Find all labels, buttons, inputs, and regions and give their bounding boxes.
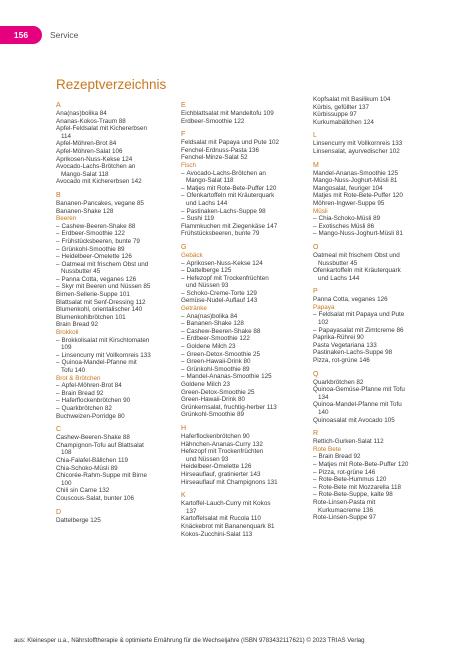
index-entry-continuation: 109 — [61, 344, 72, 352]
index-entry: Pizza, rot-grüne 146 — [313, 357, 370, 365]
index-entry: Chia-Falafel-Bällchen 119 — [56, 456, 128, 464]
index-category-heading: Rote Bete — [313, 445, 342, 453]
index-subentry: – Goldene Milch 23 — [181, 343, 236, 351]
index-entry-continuation: Nussbutter 45 — [318, 259, 358, 267]
index-subentry: – Panna Cotta, veganes 126 — [56, 275, 137, 283]
index-entry: Avocado-Lachs-Brötchen an — [56, 163, 136, 171]
index-entry: Apfel-Möhren-Salat 106 — [56, 147, 123, 155]
index-subentry: – Haferflockenbrötchen 90 — [56, 397, 131, 405]
index-letter-heading: C — [56, 426, 62, 434]
index-entry: Buchweizen-Porridge 80 — [56, 412, 125, 420]
index-entry: Bananen-Pancakes, vegane 85 — [56, 199, 144, 207]
index-entry: Möhren-Ingwer-Suppe 95 — [313, 199, 385, 207]
index-category-heading: Brot & Brötchen — [56, 374, 101, 382]
index-column-2 — [181, 96, 303, 538]
index-subentry: – Linsencurry mit Vollkornreis 133 — [56, 351, 151, 359]
index-entry: Gemüse-Nudel-Auflauf 143 — [181, 297, 258, 305]
index-letter-heading: F — [181, 131, 186, 139]
index-entry: Goldene Milch 23 — [181, 381, 231, 388]
index-letter-heading: Q — [313, 370, 319, 378]
page-number: 156 — [0, 26, 42, 44]
index-subentry: – Green-Hawaii-Drink 80 — [181, 358, 251, 366]
section-label: Service — [50, 30, 79, 40]
index-entry: Ananas-Kokos-Traum 88 — [56, 117, 126, 125]
index-entry: Kurkumabällchen 124 — [313, 118, 374, 126]
index-entry: Pasta Vegetariana 133 — [313, 341, 377, 349]
index-entry-continuation: und Lachs 144 — [318, 274, 360, 282]
index-subentry: – Cashew-Beeren-Shake 88 — [56, 222, 136, 230]
index-entry: Kopfsalat mit Basilikum 104 — [313, 96, 391, 103]
index-subentry: – Skyr mit Beeren und Nüssen 85 — [56, 283, 151, 291]
index-entry: Mango-Nuss-Joghurt-Müsli 81 — [313, 177, 398, 185]
index-subentry: – Ofenkartoffeln mit Kräuterquark — [181, 192, 275, 200]
index-entry: Fenchel-Erdnuss-Pasta 136 — [181, 146, 260, 154]
index-letter-heading: P — [313, 288, 318, 296]
index-subentry: – Grünkohl-Smoothie 89 — [56, 245, 125, 253]
index-entry: Flammkuchen mit Ziegenkäse 147 — [181, 222, 278, 230]
index-entry-continuation: 108 — [61, 449, 72, 457]
index-entry: Kartoffelsalat mit Rucola 110 — [181, 515, 261, 523]
index-entry: Quinoa-Mandel-Pfanne mit Tofu — [313, 401, 402, 409]
index-subentry: – Aprikosen-Nuss-Kekse 124 — [181, 259, 263, 267]
index-letter-heading: H — [181, 424, 187, 432]
index-subentry: – Erdbeer-Smoothie 122 — [56, 230, 125, 238]
index-entry: Ana(nas)bolika 84 — [56, 110, 107, 117]
index-category-heading: Gebäck — [181, 251, 203, 259]
index-subentry: – Rote-Bete-Hummus 120 — [313, 476, 387, 484]
index-entry: Erdbeer-Smoothie 122 — [181, 117, 245, 125]
index-subentry: – Oatmeal mit frischem Obst und — [56, 260, 149, 268]
index-entry-continuation: Mango-Salat 118 — [61, 170, 109, 178]
index-entry: Heidelbeer-Omelette 126 — [181, 463, 252, 471]
index-subentry: – Mango-Nuss-Joghurt-Müsli 81 — [313, 230, 403, 238]
index-entry: Haferflockenbrötchen 90 — [181, 432, 250, 440]
index-entry: Mandel-Ananas-Smoothie 125 — [313, 169, 399, 177]
index-subentry: – Dattelberge 125 — [181, 267, 232, 275]
index-entry: Quinoasalat mit Avocado 105 — [313, 416, 395, 424]
index-subentry: – Papayasalat mit Zimtcreme 86 — [313, 326, 404, 334]
index-entry: Green-Detox-Smoothie 25 — [181, 388, 255, 396]
index-category-heading: Papaya — [313, 303, 335, 311]
index-subentry: – Matjes mit Rote-Bete-Puffer 120 — [313, 460, 409, 468]
index-entry: Kürbissuppe 97 — [313, 111, 357, 119]
index-category-heading: Brokkoli — [56, 329, 79, 337]
index-entry-continuation: 100 — [61, 479, 72, 487]
index-subentry: – Frühstücksbeeren, bunte 79 — [56, 237, 140, 245]
index-entry: Panna Cotta, veganes 126 — [313, 296, 388, 304]
index-letter-heading: B — [56, 191, 61, 199]
index-subentry: – Chia-Schoko-Müsli 89 — [313, 215, 381, 223]
index-entry: Dattelberge 125 — [56, 516, 101, 524]
index-entry: Grünkernsalat, fruchtig-herber 113 — [181, 403, 277, 411]
index-column-1 — [56, 96, 178, 524]
index-subentry: – Green-Detox-Smoothie 25 — [181, 350, 261, 358]
index-subentry: – Pastinaken-Lachs-Suppe 98 — [181, 207, 266, 215]
index-subentry: – Brain Bread 92 — [313, 453, 361, 461]
index-entry: Fenchel-Minze-Salat 52 — [181, 154, 248, 162]
index-letter-heading: L — [313, 132, 317, 140]
index-entry: Quarkbrötchen 82 — [313, 378, 364, 386]
index-entry: Paprika-Rührei 90 — [313, 334, 364, 342]
index-category-heading: Getränke — [181, 305, 207, 313]
index-subentry: – Brokkolisalat mit Kirschtomaten — [56, 336, 150, 344]
index-entry: Frühstücksbeeren, bunte 79 — [181, 230, 260, 238]
index-subentry: – Rote-Bete-Suppe, kalte 98 — [313, 491, 393, 499]
index-subentry: – Erdbeer-Smoothie 122 — [181, 335, 250, 343]
index-entry: Linsensalat, ayurvedischer 102 — [313, 147, 400, 155]
index-letter-heading: G — [181, 243, 187, 251]
index-entry-continuation: und Nüssen 93 — [186, 282, 229, 290]
index-subentry: – Avocado-Lachs-Brötchen an — [181, 169, 266, 177]
index-letter-heading: D — [56, 508, 62, 516]
index-entry: Blumenkohlbrötchen 101 — [56, 313, 126, 321]
index-entry: Kartoffel-Lauch-Curry mit Kokos — [181, 500, 271, 508]
index-subentry: – Feldsalat mit Papaya und Pute — [313, 311, 405, 319]
index-entry-continuation: Mango-Salat 118 — [186, 177, 234, 185]
index-entry-continuation: 114 — [61, 132, 72, 140]
index-column-3 — [313, 96, 435, 522]
index-entry: Matjes mit Rote-Bete-Puffer 120 — [313, 192, 403, 200]
index-subentry: – Sushi 119 — [181, 215, 215, 223]
index-subentry: – Cashew-Beeren-Shake 88 — [181, 327, 261, 335]
index-entry-continuation: Kurkumacreme 136 — [318, 506, 373, 514]
index-entry: Pastinaken-Lachs-Suppe 98 — [313, 349, 393, 357]
index-entry: Birnen-Sellerie-Suppe 101 — [56, 291, 130, 299]
index-subentry: – Heidelbeer-Omelette 126 — [56, 253, 132, 261]
index-entry: Apfel-Möhren-Brot 84 — [56, 140, 117, 148]
index-category-heading: Beeren — [56, 215, 77, 223]
index-subentry: – Schoko-Creme-Torte 129 — [181, 289, 257, 297]
index-entry: Blumenkohl, orientalischer 140 — [56, 306, 143, 314]
index-letter-heading: R — [313, 430, 319, 438]
index-entry: Linsencurry mit Vollkornreis 133 — [313, 140, 403, 148]
copyright-footer: aus: Kleinesper u.a., Nährstofftherapie & optimierte Ernährung für die Wechseljahre (ISBN 9783432117621) © 2023 TRIAS Verlag — [14, 637, 365, 644]
index-subentry: – Grünkohl-Smoothie 89 — [181, 365, 250, 373]
index-letter-heading: O — [313, 243, 319, 251]
index-subentry: – Quinoa-Mandel-Pfanne mit — [56, 359, 137, 367]
index-category-heading: Fisch — [181, 161, 197, 169]
index-entry: Kürbis, gefüllter 137 — [313, 103, 370, 111]
index-entry: Hefezopf mit Trockenfrüchten — [181, 448, 264, 456]
index-letter-heading: K — [181, 492, 186, 500]
index-subentry: – Pizza, rot-grüne 146 — [313, 468, 376, 476]
index-subentry: – Brain Bread 92 — [56, 389, 104, 397]
index-entry-continuation: und Lachs 144 — [186, 199, 228, 207]
index-entry: Chicorée-Rahm-Suppe mit Birne — [56, 472, 147, 480]
index-subentry: – Mandel-Ananas-Smoothie 125 — [181, 373, 272, 381]
index-letter-heading: A — [56, 102, 61, 109]
index-entry-continuation: 134 — [318, 393, 329, 401]
index-subentry: – Quarkbrötchen 82 — [56, 404, 112, 412]
index-subentry: – Ana(nas)bolika 84 — [181, 312, 238, 320]
index-entry: Brain Bread 92 — [56, 321, 99, 329]
index-entry: Rote-Linsen-Suppe 97 — [313, 514, 377, 522]
index-entry: Eichblattsalat mit Mandeltofu 109 — [181, 110, 274, 117]
index-category-heading: Müsli — [313, 207, 328, 215]
index-entry: Ofenkartoffeln mit Kräuterquark — [313, 267, 401, 275]
index-letter-heading: M — [313, 161, 319, 169]
index-entry: Apfel-Feldsalat mit Kichererbsen — [56, 125, 147, 133]
index-entry: Grünkohl-Smoothie 89 — [181, 411, 245, 419]
index-entry: Bananen-Shake 128 — [56, 207, 114, 215]
index-entry-continuation: 140 — [318, 409, 329, 416]
index-subentry: – Bananen-Shake 128 — [181, 320, 244, 328]
index-entry: Rote-Linsen-Pasta mit — [313, 498, 376, 506]
index-entry: Chili sin Carne 132 — [56, 487, 110, 495]
index-subentry: – Exotisches Müsli 86 — [313, 222, 375, 230]
index-entry-continuation: Nussbutter 45 — [61, 268, 101, 276]
page-title: Rezeptverzeichnis — [56, 77, 167, 92]
index-entry: Hirseauflauf, gratinierter 143 — [181, 470, 261, 478]
index-entry: Kokos-Zucchini-Salat 113 — [181, 530, 253, 538]
index-entry-continuation: 137 — [186, 507, 197, 515]
index-entry: Feldsalat mit Papaya und Pute 102 — [181, 139, 280, 147]
index-entry: Rettich-Gurken-Salat 112 — [313, 438, 384, 446]
index-entry: Quinoa-Gemüse-Pfanne mit Tofu — [313, 386, 405, 394]
index-entry: Couscous-Salat, bunter 106 — [56, 494, 135, 502]
index-entry: Chia-Schoko-Müsli 89 — [56, 464, 118, 472]
index-subentry: – Rote-Bete mit Mozzarella 118 — [313, 483, 401, 491]
index-entry: Green-Hawaii-Drink 80 — [181, 396, 246, 404]
index-subentry: – Matjes mit Rote-Bete-Puffer 120 — [181, 184, 277, 192]
index-entry: Blattsalat mit Senf-Dressing 112 — [56, 298, 146, 306]
index-entry: Champignon-Tofu auf Blattsalat — [56, 441, 144, 449]
index-letter-heading: E — [181, 102, 186, 109]
index-entry: Cashew-Beeren-Shake 88 — [56, 434, 130, 442]
index-entry: Avocado mit Kichererbsen 142 — [56, 178, 142, 186]
index-entry: Oatmeal mit frischem Obst und — [313, 251, 400, 259]
index-entry: Knäckebrot mit Bananenquark 81 — [181, 522, 275, 530]
index-entry: Hähnchen-Ananas-Curry 132 — [181, 440, 263, 448]
index-entry: Aprikosen-Nuss-Kekse 124 — [56, 155, 133, 163]
index-subentry: – Hefezopf mit Trockenfrüchten — [181, 274, 269, 282]
index-entry-continuation: 102 — [318, 319, 329, 327]
index-entry-continuation: Tofu 140 — [61, 367, 86, 374]
index-subentry: – Apfel-Möhren-Brot 84 — [56, 382, 122, 390]
index-entry-continuation: und Nüssen 93 — [186, 455, 229, 463]
index-entry: Hirseauflauf mit Champignons 131 — [181, 478, 278, 486]
index-entry: Mangosalat, feuriger 104 — [313, 184, 383, 192]
